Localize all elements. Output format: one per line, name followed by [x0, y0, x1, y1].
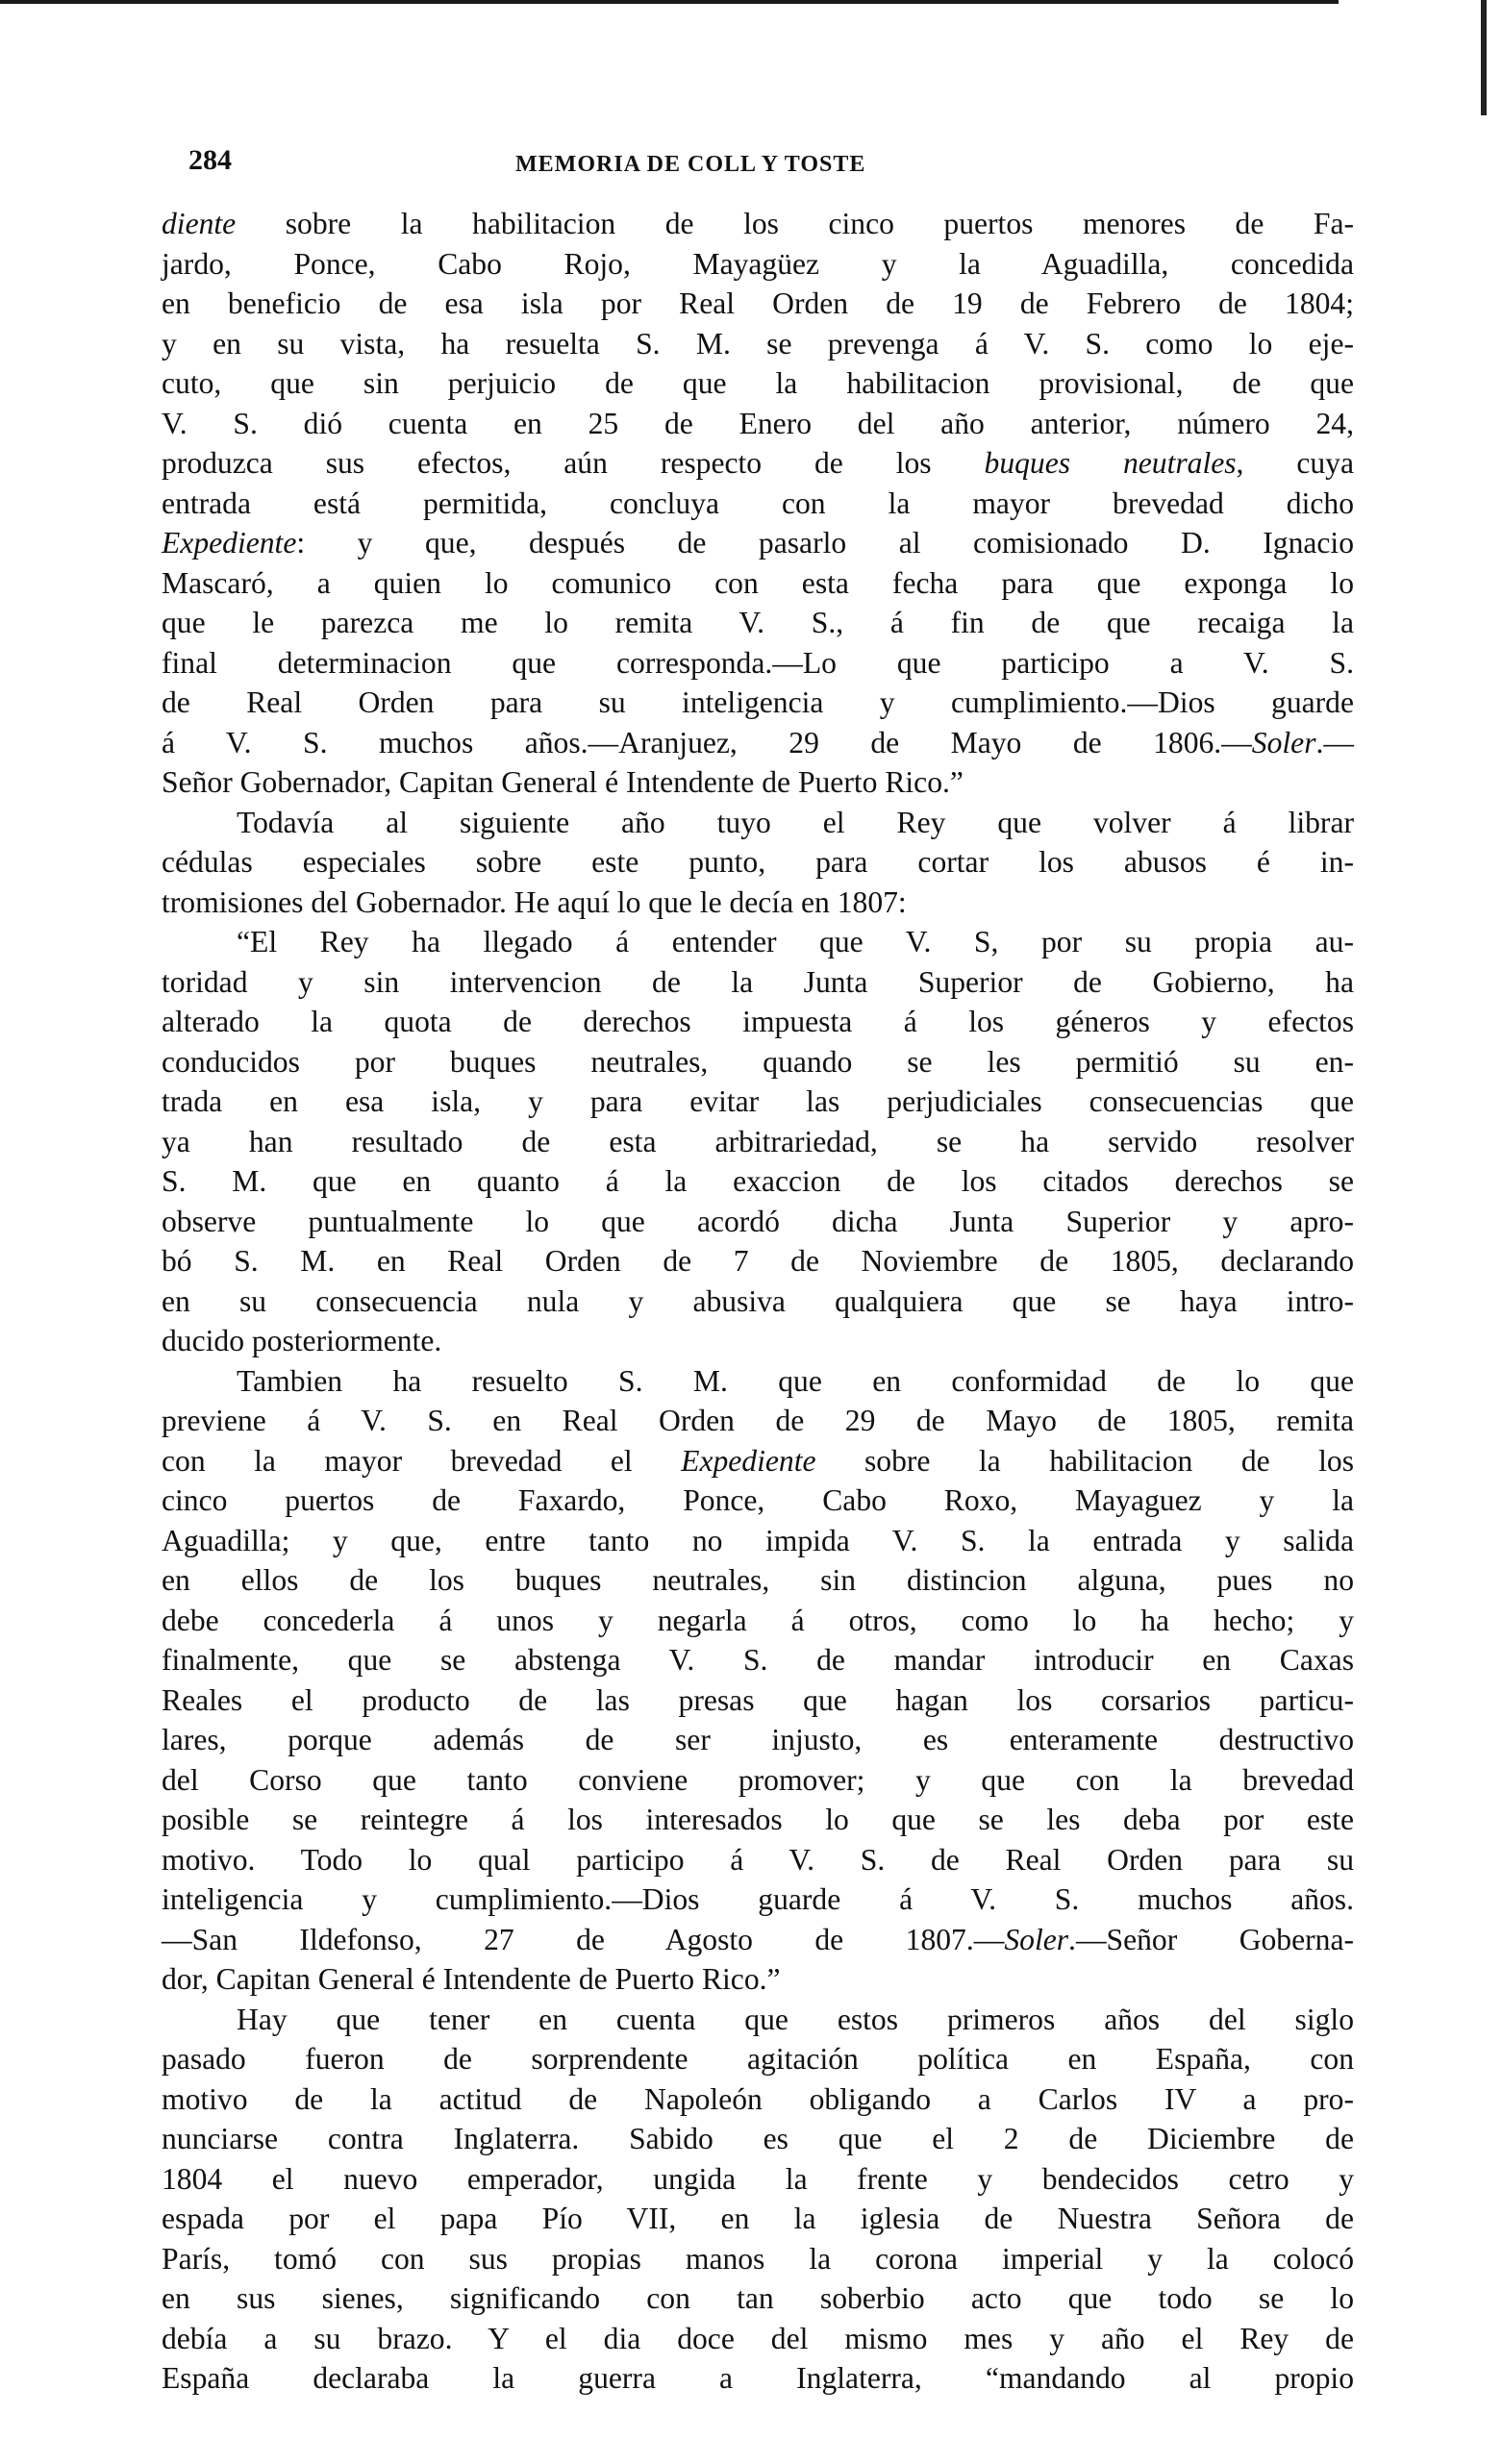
- text-line: París, tomó con sus propias manos la corona imperial y la colocó: [162, 2241, 1354, 2276]
- text-run: á V. S. muchos años.—Aranjuez, 29 de Mayo de 1806.—: [162, 725, 1252, 759]
- text-line: V. S. dió cuenta en 25 de Enero del año anterior, número 24,: [162, 406, 1354, 440]
- text-line: motivo. Todo lo qual participo á V. S. de Real Orden para su: [162, 1842, 1354, 1877]
- text-line: cinco puertos de Faxardo, Ponce, Cabo Roxo, Mayaguez y la: [162, 1483, 1354, 1517]
- text-run: , cuya: [1236, 446, 1355, 480]
- text-line: en su consecuencia nula y abusiva qualquiera que se haya intro-: [162, 1283, 1354, 1318]
- text-line: ducido posteriormente.: [162, 1324, 442, 1357]
- text-line: [162, 1920, 1354, 1960]
- text-line: alterado la quota de derechos impuesta á los géneros y efectos: [162, 1005, 1354, 1038]
- text-line: entrada está permitida, concluya con la mayor brevedad dicho: [162, 485, 1354, 520]
- right-scan-border: [1481, 0, 1487, 115]
- text-line: trada en esa isla, y para evitar las perjudiciales consecuencias que: [162, 1084, 1354, 1118]
- text-line: ya han resultado de esta arbitrariedad, se ha servido resolver: [162, 1124, 1354, 1158]
- text-line: [162, 723, 1354, 763]
- text-line: cuto, que sin perjuicio de que la habilitacion provisional, de que: [162, 366, 1354, 400]
- text-line: del Corso que tanto conviene promover; y que con la brevedad: [162, 1762, 1354, 1797]
- text-line: en sus sienes, significando con tan soberbio acto que todo se lo: [162, 2281, 1354, 2315]
- text-line: final determinacion que corresponda.—Lo que participo a V. S.: [162, 645, 1354, 680]
- text-line: toridad y sin intervencion de la Junta Superior de Gobierno, ha: [162, 964, 1354, 999]
- italic-text-run: diente: [162, 207, 237, 240]
- page-number: 284: [188, 144, 232, 176]
- text-run: con la mayor brevedad el: [162, 1443, 682, 1478]
- text-run: —San Ildefonso, 27 de Agosto de 1807.—: [162, 1922, 1005, 1956]
- text-line: lares, porque además de ser injusto, es enteramente destructivo: [162, 1723, 1354, 1756]
- italic-text-run: Expediente: [162, 526, 297, 560]
- text-line: [162, 204, 1354, 244]
- text-line: [162, 523, 1354, 563]
- text-line: cédulas especiales sobre este punto, para cortar los abusos é in-: [162, 845, 1354, 879]
- text-line: observe puntualmente lo que acordó dicha Junta Superior y apro-: [162, 1204, 1354, 1238]
- italic-text-run: Expediente: [681, 1443, 816, 1478]
- italic-text-run: Soler: [1004, 1922, 1069, 1956]
- italic-text-run: Soler: [1251, 725, 1316, 759]
- paragraph: [162, 922, 1354, 1361]
- text-line: de Real Orden para su inteligencia y cumplimiento.—Dios guarde: [162, 685, 1354, 719]
- text-line: Hay que tener en cuenta que estos primeros años del siglo: [237, 2002, 1354, 2036]
- text-line: Tambien ha resuelto S. M. que en conformidad de lo que: [237, 1363, 1354, 1398]
- text-line: debe concederla á unos y negarla á otros, como lo ha hecho; y: [162, 1603, 1354, 1637]
- text-line: S. M. que en quanto á la exaccion de los citados derechos se: [162, 1164, 1354, 1198]
- paragraph: [162, 1361, 1354, 2000]
- paragraph: [162, 2000, 1354, 2399]
- text-run: sobre la habilitacion de los: [815, 1443, 1355, 1478]
- text-line: Señor Gobernador, Capitan General é Intendente de Puerto Rico.”: [162, 765, 964, 799]
- text-line: bó S. M. en Real Orden de 7 de Noviembre de 1805, declarando: [162, 1244, 1354, 1278]
- text-line: Aguadilla; y que, entre tanto no impida V. S. la entrada y salida: [162, 1523, 1354, 1557]
- text-line: inteligencia y cumplimiento.—Dios guarde á V. S. muchos años.: [162, 1882, 1354, 1916]
- text-line: Mascaró, a quien lo comunico con esta fecha para que exponga lo: [162, 565, 1354, 600]
- text-run: : y que, después de pasarlo al comisionado D. Ignacio: [296, 526, 1354, 560]
- text-line: y en su vista, ha resuelta S. M. se prevenga á V. S. como lo eje-: [162, 326, 1354, 361]
- text-line: previene á V. S. en Real Orden de 29 de Mayo de 1805, remita: [162, 1404, 1354, 1437]
- text-line: [162, 443, 1354, 484]
- text-line: jardo, Ponce, Cabo Rojo, Mayagüez y la Aguadilla, concedida: [162, 246, 1354, 281]
- text-run: produzca sus efectos, aún respecto de los: [162, 446, 985, 480]
- text-line: tromisiones del Gobernador. He aquí lo que le decía en 1807:: [162, 884, 907, 919]
- text-line: nunciarse contra Inglaterra. Sabido es que el 2 de Diciembre de: [162, 2122, 1354, 2155]
- text-line: Reales el producto de las presas que hagan los corsarios particu-: [162, 1682, 1354, 1717]
- text-line: dor, Capitan General é Intendente de Puerto Rico.”: [162, 1962, 781, 1996]
- text-line: 1804 el nuevo emperador, ungida la frente y bendecidos cetro y: [162, 2161, 1354, 2196]
- text-line: Todavía al siguiente año tuyo el Rey que volver á librar: [237, 805, 1354, 839]
- text-line: debía a su brazo. Y el dia doce del mismo mes y año el Rey de: [162, 2321, 1354, 2355]
- text-run: sobre la habilitacion de los cinco puertos menores de Fa-: [236, 207, 1354, 240]
- text-run: .—: [1315, 725, 1354, 759]
- italic-text-run: buques neutrales: [984, 446, 1237, 480]
- text-line: finalmente, que se abstenga V. S. de mandar introducir en Caxas: [162, 1643, 1354, 1677]
- top-scan-border: [0, 0, 1339, 4]
- paragraph: [162, 204, 1354, 803]
- text-line: [162, 1441, 1354, 1481]
- running-header: [188, 144, 1375, 183]
- text-line: que le parezca me lo remita V. S., á fin de que recaiga la: [162, 606, 1354, 639]
- running-title: MEMORIA DE COLL Y TOSTE: [515, 152, 866, 177]
- text-line: en beneficio de esa isla por Real Orden de 19 de Febrero de 1804;: [162, 286, 1354, 320]
- text-line: posible se reintegre á los interesados lo que se les deba por este: [162, 1803, 1354, 1836]
- text-line: España declaraba la guerra a Inglaterra, “mandando al propio: [162, 2361, 1354, 2395]
- text-run: .—Señor Goberna-: [1068, 1922, 1354, 1956]
- text-line: pasado fueron de sorprendente agitación política en España, con: [162, 2042, 1354, 2076]
- text-line: conducidos por buques neutrales, quando se les permitió su en-: [162, 1044, 1354, 1079]
- paragraph: [162, 803, 1354, 923]
- text-line: en ellos de los buques neutrales, sin distincion alguna, pues no: [162, 1563, 1354, 1597]
- text-line: motivo de la actitud de Napoleón obligando a Carlos IV a pro-: [162, 2081, 1354, 2116]
- text-line: “El Rey ha llegado á entender que V. S, por su propia au-: [237, 925, 1354, 958]
- text-line: espada por el papa Pío VII, en la iglesia de Nuestra Señora de: [162, 2202, 1354, 2235]
- body-text: [162, 204, 1354, 2399]
